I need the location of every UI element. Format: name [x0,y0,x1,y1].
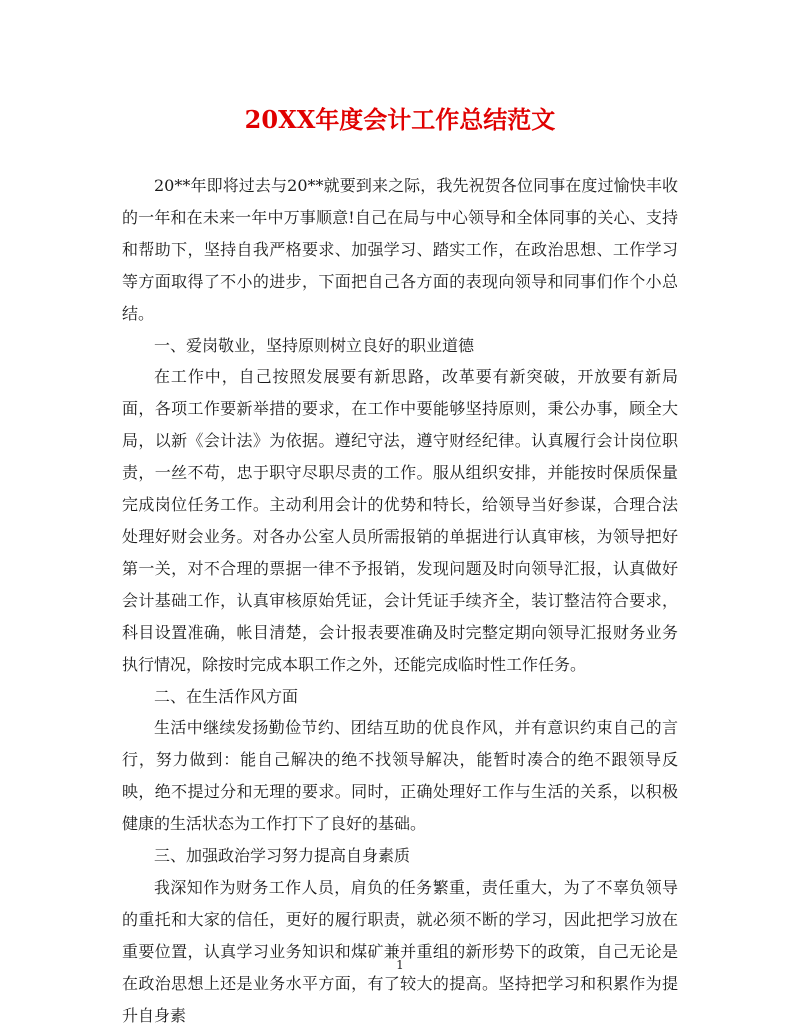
document-title: 20XX年度会计工作总结范文 [244,105,556,134]
section-heading-3: 三、加强政治学习努力提高自身素质 [154,846,411,866]
paragraph-section-1: 在工作中，自己按照发展要有新思路，改革要有新突破，开放要有新局面，各项工作要新举措的要求，在工作中要能够坚持原则，秉公办事，顾全大局，以新《会计法》为依据。遵纪守法，遵守财经纪律。认真履行会计岗位职责，一丝不苟，忠于职守尽职尽责的工作。服从组织安排，并能按时保质保量完成岗位任务工作。主动利用会计的优势和特长，给领导当好参谋，合理合法处理好财会业务。对各办公室人员所需报销的单据进行认真审核，为领导把好第一关，对不合理的票据一律不予报销，发现问题及时向领导汇报，认真做好会计基础工作，认真审核原始凭证，会计凭证手续齐全，装订整洁符合要求，科目设置准确，帐目清楚，会计报表要准确及时完整定期向领导汇报财务业务执行情况，除按时完成本职工作之外，还能完成临时性工作任务。 [122,367,678,674]
paragraph-intro: 20**年即将过去与20**就要到来之际，我先祝贺各位同事在度过愉快丰收的一年和在未来一年中万事顺意!自己在局与中心领导和全体同事的关心、支持和帮助下，坚持自我严格要求、加强学习、踏实工作，在政治思想、工作学习等方面取得了不小的进步，下面把自己各方面的表现向领导和同事们作个小总结。 [122,176,678,323]
paragraph-section-2: 生活中继续发扬勤俭节约、团结互助的优良作风，并有意识约束自己的言行，努力做到：能自己解决的绝不找领导解决，能暂时凑合的绝不跟领导反映，绝不提过分和无理的要求。同时，正确处理好工作与生活的关系，以积极健康的生活状态为工作打下了良好的基础。 [122,718,678,834]
document-body [122,170,678,1031]
section-heading-2: 二、在生活作风方面 [154,686,299,706]
page-number: 1 [396,958,404,972]
paragraph-section-3: 我深知作为财务工作人员，肩负的任务繁重，责任重大，为了不辜负领导的重托和大家的信任，更好的履行职责，就必须不断的学习，因此把学习放在重要位置，认真学习业务知识和煤矿兼并重组的新形势下的政策，自己无论是在政治思想上还是业务水平方面，有了较大的提高。坚持把学习和积累作为提升自身素 [122,877,678,1025]
section-heading-1: 一、爱岗敬业，坚持原则树立良好的职业道德 [154,335,475,355]
